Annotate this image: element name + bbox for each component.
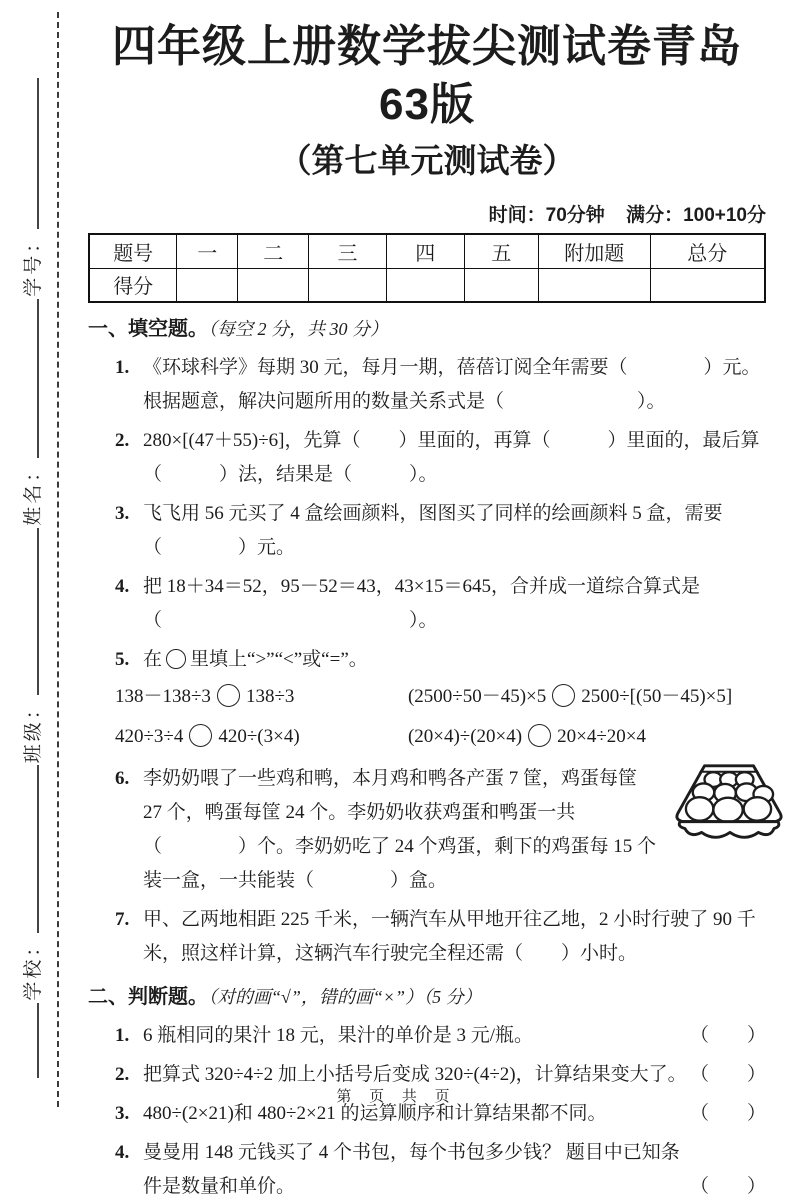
question-text: 6 瓶相同的果汁 18 元，果汁的单价是 3 元/瓶。 [143, 1025, 534, 1046]
judge-question-4 [115, 1136, 766, 1204]
page-subtitle: （第七单元测试卷） [278, 142, 576, 179]
question-number: 3. [115, 1103, 130, 1124]
student-info-rotated [8, 78, 54, 1078]
score-table [88, 233, 766, 303]
expression-left: (2500÷50－45)×5 [407, 686, 547, 707]
student-id-field-label: 学号： [22, 230, 44, 297]
school-field-label: 学校： [22, 934, 44, 1001]
section-1-header [88, 312, 766, 346]
question-text [143, 643, 766, 677]
expression-left: 420÷3÷4 [115, 726, 184, 747]
question-text-post: 里填上“>”“<”或“=”。 [190, 649, 368, 670]
question-number: 6. [115, 768, 130, 789]
score-header-cell: 一 [177, 234, 238, 268]
section-2-note: （对的画“√”，错的画“×”）（5 分） [208, 987, 482, 1007]
question-text: 飞飞用 56 元买了 4 盒绘画颜料，图图买了同样的绘画颜料 5 盒，需要（ ）元。 [143, 503, 723, 558]
score-header-cell: 五 [464, 234, 538, 268]
question-3 [115, 497, 766, 565]
comparison-row-2 [115, 717, 766, 757]
question-text: 甲、乙两地相距 225 千米，一辆汽车从甲地开往乙地，2 小时行驶了 90 千米，照这样计算，这辆汽车行驶完全程还需（ ）小时。 [143, 909, 756, 964]
score-cell-empty [309, 268, 387, 302]
question-number: 1. [115, 357, 130, 378]
judge-question-1 [115, 1019, 766, 1053]
answer-bracket: （ ） [689, 1064, 766, 1085]
score-table-header-row [89, 234, 765, 268]
question-2 [115, 424, 766, 492]
page-title: 四年级上册数学拔尖测试卷青岛63版 [112, 22, 742, 129]
score-cell-empty [650, 268, 765, 302]
comparison-item [115, 677, 408, 717]
class-field-label: 班级： [22, 697, 44, 764]
question-5 [115, 643, 766, 677]
student-info-sidebar [8, 78, 54, 1078]
section-2-title: 二、判断题。 [88, 986, 208, 1008]
page-footer: 第 页 共 页 [336, 1089, 457, 1105]
question-number: 2. [115, 1064, 130, 1085]
compare-circle-icon [166, 649, 186, 669]
write-line [23, 528, 39, 695]
expression-right: 138÷3 [245, 686, 295, 707]
score-header-cell: 四 [386, 234, 464, 268]
compare-circle-icon [189, 724, 212, 747]
question-text: 280×[(47＋55)÷6]，先算（ ）里面的，再算（ ）里面的，最后算（ ）法，结果是（ ）。 [143, 430, 760, 485]
question-text-body: 李奶奶喂了一些鸡和鸭，本月鸡和鸭各产蛋 7 筐，鸡蛋每筐 27 个，鸭蛋每筐 24 个。李奶奶收获鸡蛋和鸭蛋一共（ ）个。李奶奶吃了 24 个鸡蛋，剩下的鸡蛋每 15 个装一盒，一共能装（ ）盒。 [143, 768, 657, 891]
question-number: 5. [115, 649, 130, 670]
score-cell-empty [386, 268, 464, 302]
question-1 [115, 351, 766, 419]
cut-line-dashed [57, 12, 59, 1107]
name-field-label: 姓名： [22, 459, 44, 526]
section-fill-in-blanks [88, 312, 766, 971]
section-2-header [88, 980, 766, 1014]
score-cell-empty [464, 268, 538, 302]
question-4 [115, 570, 766, 638]
compare-circle-icon [528, 724, 551, 747]
comparison-item [408, 677, 732, 717]
answer-bracket: （ ） [689, 1025, 766, 1046]
question-number: 3. [115, 503, 130, 524]
answer-bracket: （ ） [689, 1176, 766, 1197]
question-text-pre: 在 [143, 649, 163, 670]
section-1-title: 一、填空题。 [88, 318, 208, 340]
question-number: 7. [115, 909, 130, 930]
score-cell-empty [238, 268, 309, 302]
score-header-cell: 总分 [650, 234, 765, 268]
expression-left: 138－138÷3 [115, 686, 211, 707]
score-header-cell: 二 [238, 234, 309, 268]
score-cell-empty [539, 268, 651, 302]
question-number: 2. [115, 430, 130, 451]
write-line [23, 1003, 39, 1078]
question-7 [115, 903, 766, 971]
score-header-cell: 三 [309, 234, 387, 268]
write-line [23, 299, 39, 458]
score-table-score-row [89, 268, 765, 302]
question-number: 4. [115, 1142, 130, 1163]
comparison-item [115, 717, 408, 757]
expression-left: (20×4)÷(20×4) [407, 726, 523, 747]
expression-right: 2500÷[(50－45)×5] [581, 686, 733, 707]
answer-bracket: （ ） [689, 1103, 766, 1124]
exam-meta [88, 200, 766, 227]
score-header-cell: 题号 [89, 234, 177, 268]
exam-time: 时间：70分钟 [488, 205, 605, 226]
score-header-cell: 附加题 [539, 234, 651, 268]
question-text: 480÷(2×21)和 480÷2×21 的运算顺序和计算结果都不同。 [143, 1103, 607, 1124]
question-text [143, 762, 766, 898]
question-number: 1. [115, 1025, 130, 1046]
question-number: 4. [115, 576, 130, 597]
write-line [23, 765, 39, 932]
comparison-row-1 [115, 677, 766, 717]
paper-content [88, 18, 766, 1204]
question-text: 把 18＋34＝52，95－52＝43，43×15＝645，合并成一道综合算式是（ ）。 [143, 576, 700, 631]
egg-carton-image [670, 758, 788, 852]
score-cell-empty [177, 268, 238, 302]
compare-circle-icon [217, 684, 240, 707]
expression-right: 20×4÷20×4 [557, 726, 646, 747]
write-line [23, 78, 39, 229]
exam-full-score: 满分：100+10分 [626, 205, 766, 226]
score-row-label: 得分 [89, 268, 177, 302]
question-text: 曼曼用 148 元钱买了 4 个书包，每个书包多少钱？ 题目中已知条件是数量和单价。 [143, 1142, 680, 1197]
expression-right: 420÷(3×4) [218, 726, 300, 747]
section-1-note: （每空 2 分，共 30 分） [208, 319, 388, 339]
question-text: 《环球科学》每期 30 元，每月一期，蓓蓓订阅全年需要（ ）元。根据题意，解决问题所用的数量关系式是（ ）。 [143, 357, 761, 412]
question-6 [115, 762, 766, 898]
question-text: 把算式 320÷4÷2 加上小括号后变成 320÷(4÷2)，计算结果变大了。 [143, 1064, 687, 1085]
compare-circle-icon [552, 684, 575, 707]
comparison-item [408, 717, 646, 757]
